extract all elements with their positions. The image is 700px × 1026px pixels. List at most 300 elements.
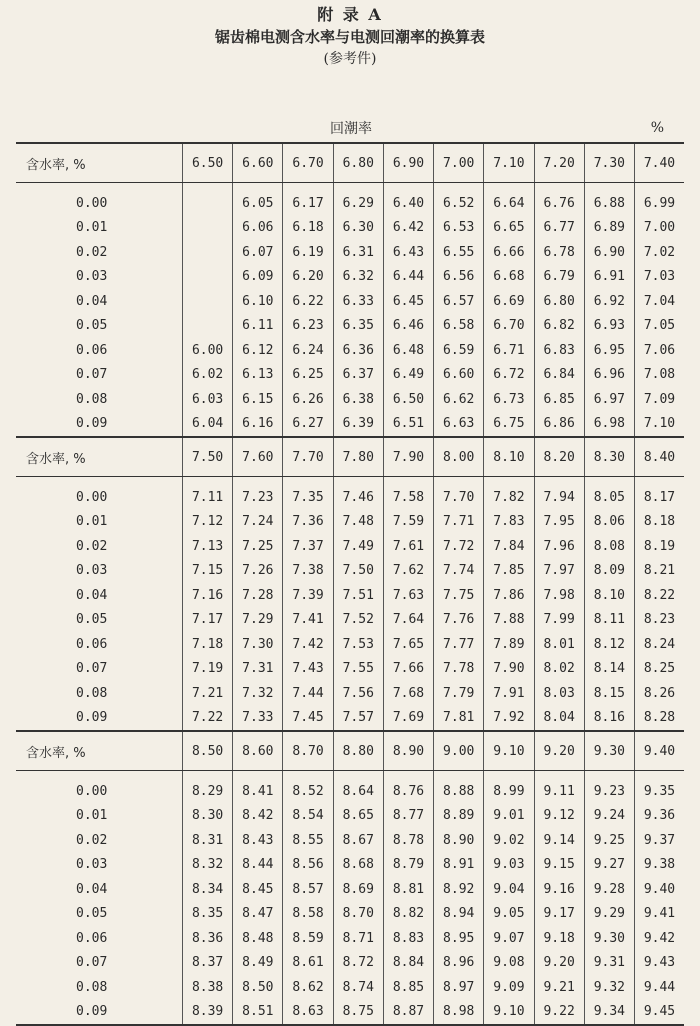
row-label: 0.09 xyxy=(76,416,108,432)
table-cell: 9.08 xyxy=(484,951,534,976)
spacer-cell xyxy=(534,477,584,486)
table-cell: 7.05 xyxy=(634,314,684,339)
table-cell: 8.41 xyxy=(233,779,283,804)
table-cell: 8.11 xyxy=(584,608,634,633)
table-cell: 9.41 xyxy=(634,902,684,927)
table-cell: 6.30 xyxy=(333,216,383,241)
table-cell: 6.69 xyxy=(484,289,534,314)
table-cell: 6.20 xyxy=(283,265,333,290)
table-row xyxy=(16,853,684,878)
row-label: 0.05 xyxy=(76,612,108,628)
title-block xyxy=(0,4,700,70)
table-cell: 6.45 xyxy=(383,289,433,314)
table-cell: 9.01 xyxy=(484,804,534,829)
table-cell: 6.10 xyxy=(233,289,283,314)
table-cell: 6.09 xyxy=(233,265,283,290)
table-cell: 7.66 xyxy=(383,657,433,682)
table-cell: 8.52 xyxy=(283,779,333,804)
table-cell: 8.90 xyxy=(434,828,484,853)
spacer-cell xyxy=(16,477,183,486)
table-cell: 6.05 xyxy=(233,191,283,216)
table-row xyxy=(16,779,684,804)
table-cell: 7.69 xyxy=(383,706,433,732)
table-cell: 8.96 xyxy=(434,951,484,976)
table-cell: 6.77 xyxy=(534,216,584,241)
regain-column-header: 8.70 xyxy=(283,731,333,771)
table-cell: 8.09 xyxy=(584,559,634,584)
table-cell: 6.25 xyxy=(283,363,333,388)
table-cell: 6.07 xyxy=(233,240,283,265)
table-cell: 6.44 xyxy=(383,265,433,290)
table-cell: 7.50 xyxy=(333,559,383,584)
moisture-content-label: 含水率, % xyxy=(16,731,183,771)
table-row xyxy=(16,804,684,829)
regain-column-header: 8.20 xyxy=(534,437,584,477)
table-cell: 9.11 xyxy=(534,779,584,804)
spacer-cell xyxy=(233,771,283,780)
table-cell: 8.32 xyxy=(183,853,233,878)
table-cell: 6.18 xyxy=(283,216,333,241)
row-label: 0.01 xyxy=(76,220,108,236)
table-cell: 6.66 xyxy=(484,240,534,265)
table-cell: 6.91 xyxy=(584,265,634,290)
table-cell: 8.31 xyxy=(183,828,233,853)
table-cell: 9.04 xyxy=(484,877,534,902)
table-cell: 7.42 xyxy=(283,632,333,657)
table-cell: 7.49 xyxy=(333,534,383,559)
table-cell: 8.79 xyxy=(383,853,433,878)
table-cell: 7.31 xyxy=(233,657,283,682)
table-cell: 8.76 xyxy=(383,779,433,804)
table-row xyxy=(16,289,684,314)
regain-column-header: 8.80 xyxy=(333,731,383,771)
regain-column-header: 7.00 xyxy=(434,143,484,183)
table-cell: 8.55 xyxy=(283,828,333,853)
table-row xyxy=(16,338,684,363)
table-cell: 7.78 xyxy=(434,657,484,682)
table-cell: 6.71 xyxy=(484,338,534,363)
table-cell: 7.41 xyxy=(283,608,333,633)
table-cell: 7.58 xyxy=(383,485,433,510)
row-label: 0.05 xyxy=(76,906,108,922)
table-cell: 7.74 xyxy=(434,559,484,584)
row-label: 0.06 xyxy=(76,636,108,652)
table-cell: 8.65 xyxy=(333,804,383,829)
table-cell: 7.89 xyxy=(484,632,534,657)
spacer-cell xyxy=(333,183,383,192)
row-label: 0.09 xyxy=(76,710,108,726)
table-cell: 6.89 xyxy=(584,216,634,241)
table-cell: 7.36 xyxy=(283,510,333,535)
table-cell: 7.15 xyxy=(183,559,233,584)
row-label: 0.02 xyxy=(76,244,108,260)
table-cell: 8.47 xyxy=(233,902,283,927)
row-label: 0.08 xyxy=(76,391,108,407)
table-cell: 7.25 xyxy=(233,534,283,559)
table-cell: 9.07 xyxy=(484,926,534,951)
table-cell: 8.42 xyxy=(233,804,283,829)
table-cell: 9.30 xyxy=(584,926,634,951)
table-cell: 8.97 xyxy=(434,975,484,1000)
table-row xyxy=(16,632,684,657)
spacer-cell xyxy=(233,183,283,192)
row-label: 0.07 xyxy=(76,367,108,383)
table-cell: 6.64 xyxy=(484,191,534,216)
table-cell: 6.46 xyxy=(383,314,433,339)
table-cell: 8.03 xyxy=(534,681,584,706)
table-cell: 8.64 xyxy=(333,779,383,804)
table-cell: 8.56 xyxy=(283,853,333,878)
table-cell: 6.73 xyxy=(484,387,534,412)
table-cell: 8.24 xyxy=(634,632,684,657)
table-cell: 8.77 xyxy=(383,804,433,829)
table-cell: 6.37 xyxy=(333,363,383,388)
spacer-cell xyxy=(383,183,433,192)
table-cell: 7.83 xyxy=(484,510,534,535)
table-cell: 7.28 xyxy=(233,583,283,608)
table-cell: 6.22 xyxy=(283,289,333,314)
table-cell: 8.69 xyxy=(333,877,383,902)
table-cell: 8.30 xyxy=(183,804,233,829)
table-cell: 8.94 xyxy=(434,902,484,927)
row-label: 0.08 xyxy=(76,685,108,701)
table-cell: 6.72 xyxy=(484,363,534,388)
regain-label: 回潮率 xyxy=(330,121,372,137)
row-label: 0.02 xyxy=(76,538,108,554)
spacer-cell xyxy=(434,771,484,780)
table-cell: 8.51 xyxy=(233,1000,283,1026)
table-cell: 9.27 xyxy=(584,853,634,878)
regain-column-header: 7.40 xyxy=(634,143,684,183)
table-cell: 9.09 xyxy=(484,975,534,1000)
table-cell: 6.85 xyxy=(534,387,584,412)
table-cell: 8.34 xyxy=(183,877,233,902)
regain-column-header: 7.90 xyxy=(383,437,433,477)
regain-column-header: 8.90 xyxy=(383,731,433,771)
table-cell: 7.23 xyxy=(233,485,283,510)
row-label: 0.03 xyxy=(76,563,108,579)
table-cell: 6.50 xyxy=(383,387,433,412)
table-cell: 8.91 xyxy=(434,853,484,878)
regain-column-header: 8.00 xyxy=(434,437,484,477)
table-cell: 7.79 xyxy=(434,681,484,706)
row-label: 0.02 xyxy=(76,832,108,848)
table-cell: 7.29 xyxy=(233,608,283,633)
table-cell xyxy=(183,191,233,216)
moisture-content-label: 含水率, % xyxy=(16,143,183,183)
row-label: 0.07 xyxy=(76,955,108,971)
table-cell: 8.48 xyxy=(233,926,283,951)
table-cell: 7.51 xyxy=(333,583,383,608)
table-cell: 6.48 xyxy=(383,338,433,363)
table-cell: 8.28 xyxy=(634,706,684,732)
table-cell xyxy=(183,216,233,241)
regain-column-header: 8.30 xyxy=(584,437,634,477)
table-row xyxy=(16,485,684,510)
table-cell xyxy=(183,314,233,339)
spacer-cell xyxy=(484,771,534,780)
table-cell: 9.21 xyxy=(534,975,584,1000)
table-cell: 6.96 xyxy=(584,363,634,388)
table-row xyxy=(16,583,684,608)
table-cell: 7.45 xyxy=(283,706,333,732)
regain-column-header: 8.50 xyxy=(183,731,233,771)
row-label: 0.06 xyxy=(76,342,108,358)
unit-label: % xyxy=(650,120,664,136)
table-cell: 8.82 xyxy=(383,902,433,927)
regain-column-header: 9.20 xyxy=(534,731,584,771)
spacer-row xyxy=(16,477,684,486)
table-cell: 9.10 xyxy=(484,1000,534,1026)
spacer-cell xyxy=(634,183,684,192)
table-cell: 8.06 xyxy=(584,510,634,535)
regain-column-header: 8.10 xyxy=(484,437,534,477)
regain-column-header: 6.90 xyxy=(383,143,433,183)
table-cell: 8.45 xyxy=(233,877,283,902)
table-cell: 8.92 xyxy=(434,877,484,902)
row-label: 0.01 xyxy=(76,514,108,530)
table-cell: 8.16 xyxy=(584,706,634,732)
regain-column-header: 7.10 xyxy=(484,143,534,183)
table-cell: 7.06 xyxy=(634,338,684,363)
row-label: 0.03 xyxy=(76,857,108,873)
spacer-cell xyxy=(233,477,283,486)
spacer-cell xyxy=(333,477,383,486)
table-cell: 8.72 xyxy=(333,951,383,976)
table-row xyxy=(16,706,684,732)
table-cell: 6.40 xyxy=(383,191,433,216)
table-cell: 6.83 xyxy=(534,338,584,363)
table-cell: 7.63 xyxy=(383,583,433,608)
table-cell: 8.18 xyxy=(634,510,684,535)
table-cell: 7.22 xyxy=(183,706,233,732)
table-cell: 6.32 xyxy=(333,265,383,290)
table-cell: 6.56 xyxy=(434,265,484,290)
table-cell: 8.14 xyxy=(584,657,634,682)
regain-column-header: 7.60 xyxy=(233,437,283,477)
spacer-cell xyxy=(434,183,484,192)
table-cell: 9.34 xyxy=(584,1000,634,1026)
table-cell: 6.33 xyxy=(333,289,383,314)
table-cell: 8.26 xyxy=(634,681,684,706)
table-cell: 7.39 xyxy=(283,583,333,608)
table-cell: 9.38 xyxy=(634,853,684,878)
row-label: 0.05 xyxy=(76,318,108,334)
table-cell: 6.63 xyxy=(434,412,484,438)
table-cell: 8.10 xyxy=(584,583,634,608)
spacer-row xyxy=(16,183,684,192)
table-cell: 6.62 xyxy=(434,387,484,412)
table-cell: 8.63 xyxy=(283,1000,333,1026)
table-cell xyxy=(183,289,233,314)
regain-column-header: 7.70 xyxy=(283,437,333,477)
table-cell: 8.43 xyxy=(233,828,283,853)
reference-note: (参考件) xyxy=(323,51,377,67)
table-cell: 6.36 xyxy=(333,338,383,363)
table-cell: 7.65 xyxy=(383,632,433,657)
spacer-cell xyxy=(584,477,634,486)
table-cell: 7.08 xyxy=(634,363,684,388)
table-cell: 7.64 xyxy=(383,608,433,633)
table-row xyxy=(16,387,684,412)
spacer-cell xyxy=(584,183,634,192)
spacer-cell xyxy=(534,771,584,780)
table-cell: 6.11 xyxy=(233,314,283,339)
table-row xyxy=(16,510,684,535)
table-cell: 6.15 xyxy=(233,387,283,412)
table-cell: 7.77 xyxy=(434,632,484,657)
regain-column-header: 8.40 xyxy=(634,437,684,477)
spacer-cell xyxy=(534,183,584,192)
table-cell: 9.17 xyxy=(534,902,584,927)
table-cell: 8.54 xyxy=(283,804,333,829)
regain-column-header: 6.60 xyxy=(233,143,283,183)
table-cell: 7.32 xyxy=(233,681,283,706)
table-row xyxy=(16,216,684,241)
table-cell: 6.23 xyxy=(283,314,333,339)
table-cell: 6.24 xyxy=(283,338,333,363)
moisture-content-label: 含水率, % xyxy=(16,437,183,477)
table-cell: 7.38 xyxy=(283,559,333,584)
table-cell: 7.24 xyxy=(233,510,283,535)
table-cell: 9.15 xyxy=(534,853,584,878)
table-cell: 7.55 xyxy=(333,657,383,682)
table-cell: 9.03 xyxy=(484,853,534,878)
table-cell: 6.92 xyxy=(584,289,634,314)
conversion-table xyxy=(16,142,684,1026)
table-cell: 6.19 xyxy=(283,240,333,265)
table-cell: 7.56 xyxy=(333,681,383,706)
spacer-cell xyxy=(434,477,484,486)
table-cell: 7.86 xyxy=(484,583,534,608)
spacer-cell xyxy=(283,183,333,192)
table-cell: 9.45 xyxy=(634,1000,684,1026)
table-cell: 6.39 xyxy=(333,412,383,438)
table-cell: 7.10 xyxy=(634,412,684,438)
table-cell: 8.38 xyxy=(183,975,233,1000)
table-cell: 8.15 xyxy=(584,681,634,706)
table-cell: 6.12 xyxy=(233,338,283,363)
table-cell: 9.12 xyxy=(534,804,584,829)
table-cell: 6.00 xyxy=(183,338,233,363)
table-cell: 7.33 xyxy=(233,706,283,732)
table-cell: 6.31 xyxy=(333,240,383,265)
table-cell: 8.02 xyxy=(534,657,584,682)
table-cell: 7.91 xyxy=(484,681,534,706)
table-cell: 7.98 xyxy=(534,583,584,608)
spacer-cell xyxy=(383,477,433,486)
table-cell: 6.99 xyxy=(634,191,684,216)
table-cell: 9.20 xyxy=(534,951,584,976)
table-cell: 6.95 xyxy=(584,338,634,363)
table-cell: 6.65 xyxy=(484,216,534,241)
table-cell: 8.12 xyxy=(584,632,634,657)
spacer-cell xyxy=(183,477,233,486)
table-cell: 8.25 xyxy=(634,657,684,682)
table-cell: 9.24 xyxy=(584,804,634,829)
regain-column-header: 6.50 xyxy=(183,143,233,183)
table-cell: 8.21 xyxy=(634,559,684,584)
table-cell: 8.99 xyxy=(484,779,534,804)
table-cell: 7.44 xyxy=(283,681,333,706)
table-cell: 9.31 xyxy=(584,951,634,976)
row-label: 0.01 xyxy=(76,808,108,824)
table-row xyxy=(16,681,684,706)
table-cell: 6.49 xyxy=(383,363,433,388)
table-cell: 8.08 xyxy=(584,534,634,559)
table-cell: 7.90 xyxy=(484,657,534,682)
row-label: 0.07 xyxy=(76,661,108,677)
table-cell: 9.43 xyxy=(634,951,684,976)
table-cell: 7.97 xyxy=(534,559,584,584)
table-cell: 8.88 xyxy=(434,779,484,804)
regain-column-header: 9.10 xyxy=(484,731,534,771)
row-label: 0.04 xyxy=(76,587,108,603)
table-cell: 9.18 xyxy=(534,926,584,951)
table-cell: 6.59 xyxy=(434,338,484,363)
section-header-row xyxy=(16,143,684,183)
row-label: 0.00 xyxy=(76,783,108,799)
table-cell: 6.79 xyxy=(534,265,584,290)
table-row xyxy=(16,608,684,633)
table-cell: 8.57 xyxy=(283,877,333,902)
table-cell: 8.70 xyxy=(333,902,383,927)
regain-column-header: 9.30 xyxy=(584,731,634,771)
table-cell: 7.95 xyxy=(534,510,584,535)
table-cell: 6.57 xyxy=(434,289,484,314)
table-cell: 6.52 xyxy=(434,191,484,216)
table-cell: 7.04 xyxy=(634,289,684,314)
table-cell: 8.71 xyxy=(333,926,383,951)
table-cell: 6.88 xyxy=(584,191,634,216)
table-cell: 6.35 xyxy=(333,314,383,339)
table-cell: 8.62 xyxy=(283,975,333,1000)
table-cell: 9.32 xyxy=(584,975,634,1000)
regain-column-header: 7.20 xyxy=(534,143,584,183)
table-row xyxy=(16,265,684,290)
table-cell: 7.88 xyxy=(484,608,534,633)
table-cell: 9.42 xyxy=(634,926,684,951)
table-cell: 9.37 xyxy=(634,828,684,853)
row-label: 0.03 xyxy=(76,269,108,285)
table-cell: 6.42 xyxy=(383,216,433,241)
table-cell: 7.11 xyxy=(183,485,233,510)
table-cell: 6.17 xyxy=(283,191,333,216)
table-cell: 8.85 xyxy=(383,975,433,1000)
table-cell: 8.61 xyxy=(283,951,333,976)
table-cell: 7.72 xyxy=(434,534,484,559)
spacer-cell xyxy=(16,771,183,780)
row-label: 0.04 xyxy=(76,293,108,309)
table-cell: 7.12 xyxy=(183,510,233,535)
table-cell: 8.78 xyxy=(383,828,433,853)
table-cell: 8.37 xyxy=(183,951,233,976)
table-cell: 6.60 xyxy=(434,363,484,388)
table-cell: 9.40 xyxy=(634,877,684,902)
table-cell: 7.43 xyxy=(283,657,333,682)
table-cell: 8.23 xyxy=(634,608,684,633)
spacer-cell xyxy=(634,477,684,486)
table-cell: 6.84 xyxy=(534,363,584,388)
table-cell: 8.98 xyxy=(434,1000,484,1026)
table-cell: 6.78 xyxy=(534,240,584,265)
table-cell: 8.05 xyxy=(584,485,634,510)
table-cell: 7.17 xyxy=(183,608,233,633)
table-cell: 6.86 xyxy=(534,412,584,438)
table-row xyxy=(16,926,684,951)
table-row xyxy=(16,191,684,216)
table-cell: 7.26 xyxy=(233,559,283,584)
